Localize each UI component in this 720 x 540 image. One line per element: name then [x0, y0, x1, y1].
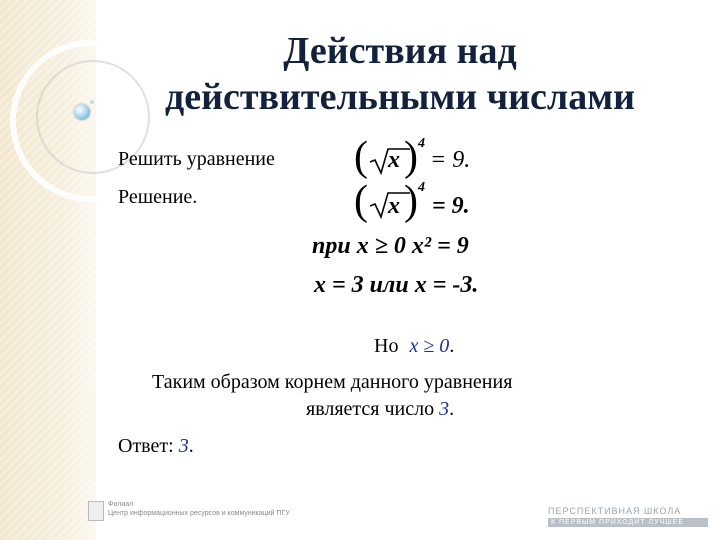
task-label: Решить уравнение: [118, 148, 275, 170]
equation-1-exponent: 4: [418, 136, 425, 151]
equation-1-variable: x: [388, 147, 400, 173]
footer-credit: [108, 500, 408, 518]
small-dot-icon: [90, 100, 94, 104]
answer-value: 3: [178, 435, 189, 457]
but-dot: .: [449, 335, 455, 357]
equation-2-rhs: = 9.: [432, 193, 470, 219]
equation-2-exponent: 4: [418, 180, 425, 195]
right-paren-icon: ): [404, 134, 418, 180]
right-paren-icon: ): [404, 178, 418, 224]
title-line-2: действительными числами: [164, 76, 635, 118]
left-paren-icon: (: [354, 178, 368, 224]
conclusion-line-2: [306, 397, 454, 421]
brand-bottom: К ПЕРВЫМ ПРИХОДИТ ЛУЧШЕЕ: [548, 518, 708, 527]
solution-label: Решение.: [118, 186, 198, 208]
equation-1-rhs: = 9.: [430, 147, 471, 173]
roots-line: x = 3 или x = -3.: [314, 272, 479, 298]
conclusion-value: 3: [439, 398, 450, 420]
answer-label: Ответ:: [118, 435, 174, 457]
left-paren-icon: (: [354, 134, 368, 180]
equation-2-variable: x: [388, 193, 400, 219]
conclusion-dot: .: [449, 398, 455, 420]
slide-title: [100, 28, 700, 120]
answer-line: [118, 434, 194, 458]
but-line: [374, 334, 454, 358]
conclusion-prefix: является число: [306, 398, 435, 420]
brand-logo: [548, 506, 708, 527]
organization-logo-icon: [88, 501, 104, 521]
but-word: Но: [374, 335, 399, 357]
brand-top: ПЕРСПЕКТИВНАЯ ШКОЛА: [548, 506, 682, 516]
conclusion-line-1: Таким образом корнем данного уравнения: [152, 371, 513, 393]
footer-line-2: Центр информационных ресурсов и коммуникаций ПГУ: [108, 510, 290, 517]
but-expression: x ≥ 0: [409, 335, 450, 357]
footer-line-1: Филиал: [108, 501, 134, 508]
condition-line: при x ≥ 0 x² = 9: [312, 233, 469, 259]
answer-dot: .: [188, 435, 194, 457]
blue-bullet-icon: [74, 104, 90, 120]
title-line-1: Действия над: [283, 30, 517, 72]
